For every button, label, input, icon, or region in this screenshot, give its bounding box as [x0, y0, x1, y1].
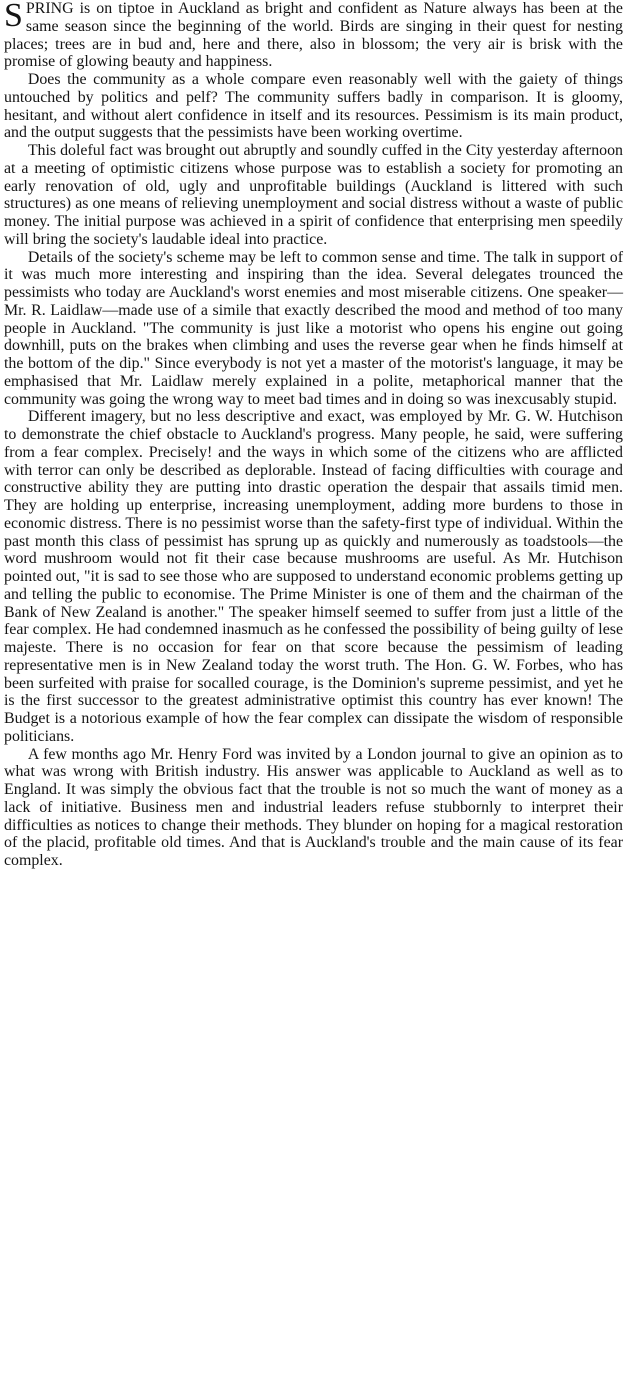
drop-cap: S — [4, 0, 23, 34]
paragraph-6: A few months ago Mr. Henry Ford was invited by a London journal to give an opinion as to what was wrong with British industry. His answer was applicable to Auckland as well as to England. It was simply the obvious fact that the trouble is not so much the want of money as a lack of initiative. Business men and industrial leaders refuse stubbornly to interpret their difficulties as notices to change their methods. They blunder on hoping for a magical restoration of the placid, profitable old times. And that is Auckland's trouble and the main cause of its fear complex. — [4, 745, 623, 869]
paragraph-3: This doleful fact was brought out abruptly and soundly cuffed in the City yesterday afternoon at a meeting of optimistic citizens whose purpose was to establish a society for promoting an early renovation of old, ugly and unprofitable buildings (Auckland is littered with such structures) as one means of relieving unemployment and social distress without a waste of public money. The initial purpose was achieved in a spirit of confidence that enterprising men speedily will bring the society's laudable ideal into practice. — [4, 142, 623, 248]
paragraph-4: Details of the society's scheme may be left to common sense and time. The talk in support of it was much more interesting and inspiring than the idea. Several delegates trounced the pessimists who today are Auckland's worst enemies and most miserable citizens. One speaker—Mr. R. Laidlaw—made use of a simile that exactly described the mood and method of too many people in Auckland. "The community is just like a motorist who opens his engine out going downhill, puts on the brakes when climbing and uses the reverse gear when he finds himself at the bottom of the dip." Since everybody is not yet a master of the motorist's language, it may be emphasised that Mr. Laidlaw merely explained in a polite, metaphorical manner that the community was going the wrong way to meet bad times and in doing so was inexcusably stupid. — [4, 248, 623, 408]
paragraph-2: Does the community as a whole compare even reasonably well with the gaiety of things untouched by politics and pelf? The community suffers badly in comparison. It is gloomy, hesitant, and without alert confidence in itself and its resources. Pessimism is its main product, and the output suggests that the pessimists have been working overtime. — [4, 71, 623, 142]
paragraph-5: Different imagery, but no less descriptive and exact, was employed by Mr. G. W. Hutchison to demonstrate the chief obstacle to Auckland's progress. Many people, he said, were suffering from a fear complex. Precisely! and the ways in which some of the citizens who are afflicted with terror can only be described as deplorable. Instead of facing difficulties with courage and constructive ability they are putting into drastic operation the despair that assails timid men. They are holding up enterprise, increasing unemployment, adding more burdens to those in economic distress. There is no pessimist worse than the safety-first type of individual. Within the past month this class of pessimist has sprung up as quickly and numerously as toadstools—the word mushroom would not fit their case because mushrooms are useful. As Mr. Hutchison pointed out, "it is sad to see those who are supposed to understand economic problems getting up and telling the public to economise. The Prime Minister is one of them and the chairman of the Bank of New Zealand is another." The speaker himself seemed to suffer from just a little of the fear complex. He had condemned inasmuch as he confessed the possibility of being guilty of lese majeste. There is no occasion for fear on that score because the pessimism of leading representative men is in New Zealand today the worst truth. The Hon. G. W. Forbes, who has been surfeited with praise for socalled courage, is the Dominion's supreme pessimist, and yet he is the first successor to the greatest administrative optimist this country has ever known! The Budget is a notorious example of how the fear complex can dissipate the wisdom of responsible politicians. — [4, 408, 623, 745]
paragraph-1 — [4, 0, 623, 71]
paragraph-1-text: PRING is on tiptoe in Auckland as bright and confident as Nature always has been at the same season since the beginning of the world. Birds are singing in their quest for nesting places; trees are in bud and, here and there, also in blossom; the very air is brisk with the promise of glowing beauty and happiness. — [4, 0, 623, 71]
